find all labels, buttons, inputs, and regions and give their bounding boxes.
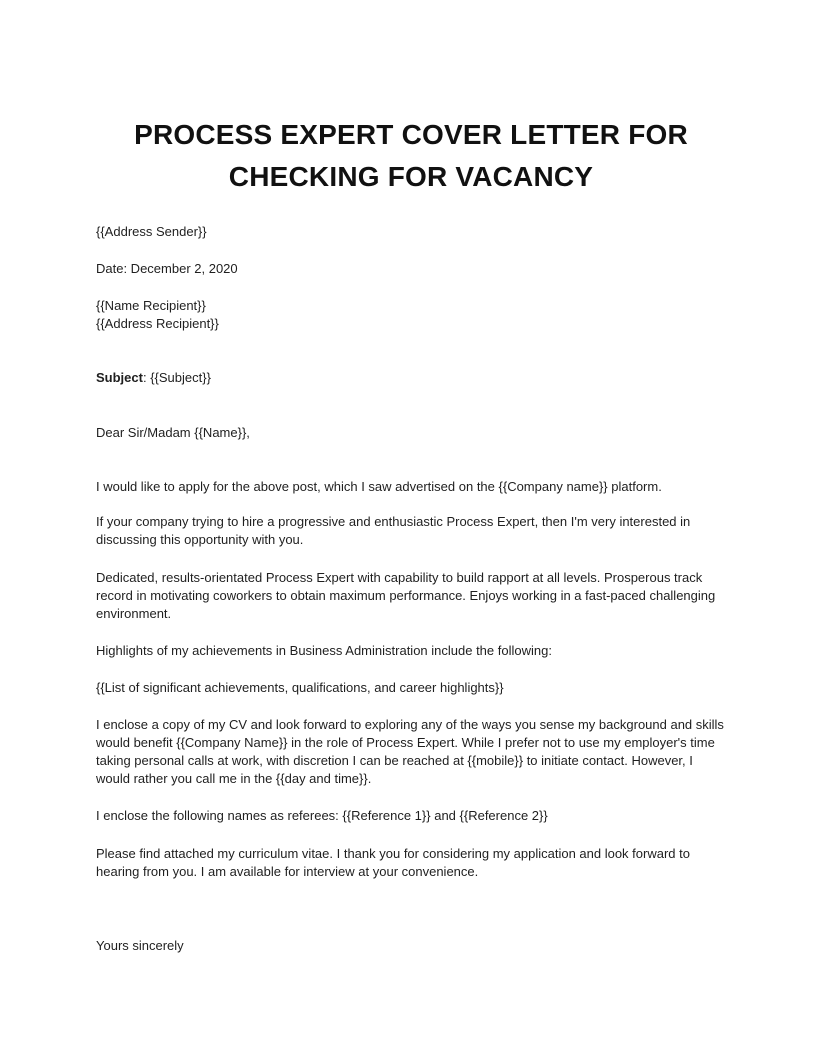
paragraph-highlights-intro: Highlights of my achievements in Business Administration include the following: — [96, 643, 552, 658]
title-line-2: CHECKING FOR VACANCY — [228, 161, 594, 192]
subject-line — [96, 369, 724, 387]
subject-value: : {{Subject}} — [142, 370, 211, 385]
paragraph-closing: Please find attached my curriculum vitae. I thank you for considering my application and look forward to hearing from you. I am available for interview at your convenience. — [96, 846, 690, 879]
paragraph-interest: If your company trying to hire a progressive and enthusiastic Process Expert, then I'm very interested in discussing this opportunity with you. — [96, 514, 691, 547]
title-line-1: PROCESS EXPERT COVER LETTER FOR — [134, 119, 688, 150]
paragraph-profile: Dedicated, results-orientated Process Expert with capability to build rapport at all levels. Prosperous track record in motivating coworkers to obtain maximum performance. Enjoys working in a fast-paced challenging environment. — [96, 570, 716, 621]
subject-label: Subject — [96, 370, 143, 385]
document-title — [96, 114, 726, 198]
recipient-name: {{Name Recipient}} — [96, 298, 206, 313]
letter-date: Date: December 2, 2020 — [96, 261, 238, 276]
paragraph-achievements: {{List of significant achievements, qualifications, and career highlights}} — [96, 680, 504, 695]
sender-address: {{Address Sender}} — [96, 224, 207, 239]
closing-signoff: Yours sincerely — [96, 938, 184, 953]
paragraph-cv: I enclose a copy of my CV and look forward to exploring any of the ways you sense my background and skills would benefit {{Company Name}} in the role of Process Expert. While I prefer not to use my employer's time taking personal calls at work, with discretion I can be reached at {{mobile}} to initiate contact. However, I would rather you call me in the {{day and time}}. — [96, 717, 724, 786]
paragraph-referees: I enclose the following names as referees: {{Reference 1}} and {{Reference 2}} — [96, 808, 548, 823]
recipient-address: {{Address Recipient}} — [96, 316, 219, 331]
paragraph-intro: I would like to apply for the above post, which I saw advertised on the {{Company name}} platform. — [96, 479, 662, 494]
salutation: Dear Sir/Madam {{Name}}, — [96, 425, 250, 440]
